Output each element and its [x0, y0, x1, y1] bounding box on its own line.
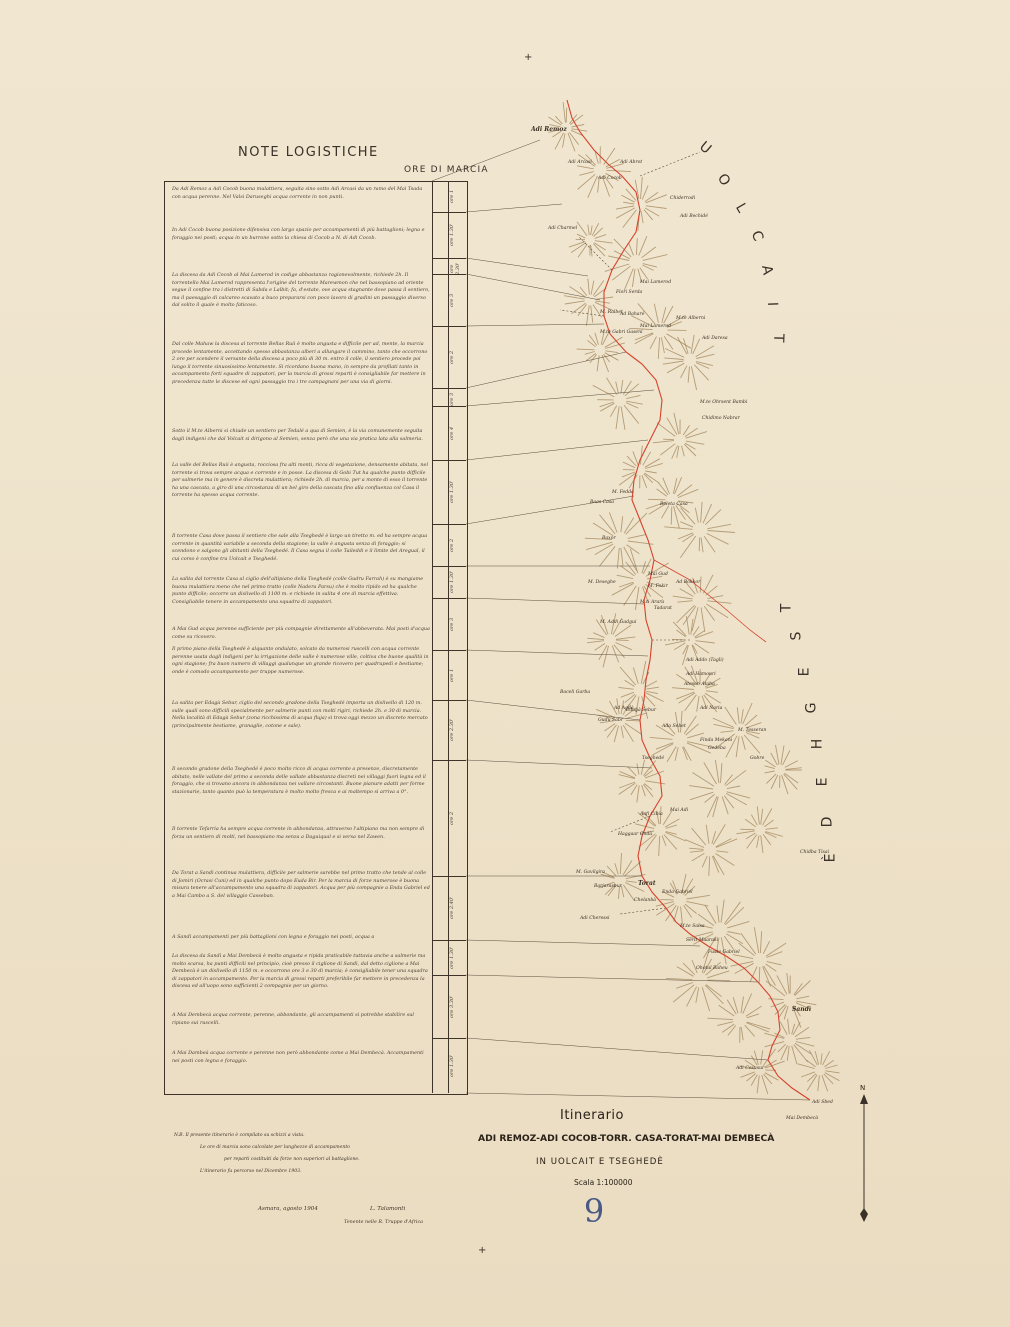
place-label[interactable]: Adi Cheressi — [580, 916, 610, 921]
notes-paragraph: La salita dal torrente Casa al ciglio dell'altipiano della Tseghedé (colle Gudru Farrah) è su mangiame buona mulattiera meno che nel primo tratto (colle Nadera Parsu) che è molto ripido ed ha qualche punto difficile; occorre un dislivello di 1100 m. e richiede in salita 4 ore di marcia effettiva. Consigliabile tenere in accampamento una squadra di zappatori. — [172, 576, 424, 605]
terrain-cluster — [653, 413, 707, 459]
place-label[interactable]: M.ti Ararà — [640, 600, 665, 605]
sheet-number: 9 — [583, 1192, 605, 1230]
time-row-separator — [432, 406, 466, 407]
marching-time-cell: ore 1.30' — [449, 223, 455, 247]
itinerary-title: Itinerario — [560, 1108, 625, 1123]
notes-paragraph: Da Adi Remoz a Adi Cocob buona mulattiera, seguita sino sotto Adi Arcasi da un ramo del Mai Tsada con acqua perenne. Nel Valsi Daruseghi acqua corrente in non punti. — [172, 186, 423, 200]
place-label[interactable]: Chelanbà — [634, 898, 657, 903]
footnote-line-1: N.B. Il presente itinerario è compilato su schizzi a vista. — [174, 1133, 305, 1138]
marching-time-cell: ore 2 — [449, 350, 455, 364]
terrain-cluster — [707, 994, 770, 1043]
terrain-cluster — [650, 711, 714, 762]
marching-time-cell: ore 1 — [449, 189, 455, 204]
map-scale: Scala 1:100000 — [574, 1178, 633, 1187]
place-label[interactable]: Edagà Sebur — [626, 708, 657, 713]
north-arrow-head — [860, 1094, 868, 1104]
place-label[interactable]: Aafi Cibia — [640, 812, 663, 817]
marching-time-cell: ore 2 — [449, 811, 455, 825]
terrain-cluster — [577, 330, 625, 372]
region-letter: E — [814, 777, 831, 787]
marching-time-cell: ore 3.30' — [449, 995, 455, 1018]
place-label[interactable]: Adi Hamouri — [686, 672, 716, 677]
time-row-separator — [432, 760, 466, 761]
place-label[interactable]: Fiori Serda — [616, 290, 643, 295]
place-label[interactable]: M.te Ohrsent Bambi — [700, 400, 748, 405]
place-date: Asmara, agosto 1904 — [258, 1206, 318, 1212]
marching-time-cell: ore 2.30' — [449, 262, 461, 276]
place-label[interactable]: M.te Alberni — [676, 316, 706, 321]
terrain-cluster — [593, 378, 643, 430]
notes-title: NOTE LOGISTICHE — [238, 145, 379, 160]
time-row-separator — [432, 212, 466, 213]
time-row-separator — [432, 524, 466, 525]
time-row-separator — [432, 650, 466, 651]
time-row-separator — [432, 326, 466, 327]
place-label[interactable]: Mai Lamerod — [640, 324, 672, 329]
time-row-separator — [432, 274, 466, 275]
time-row-separator — [432, 1038, 466, 1039]
north-arrow-tail — [860, 1208, 868, 1222]
place-label[interactable]: Adi Remoz — [531, 126, 567, 133]
registration-cross-bottom: + — [478, 1245, 487, 1256]
time-row-separator — [432, 700, 466, 701]
terrain-cluster — [666, 953, 730, 1012]
place-label[interactable]: Haggaar Ondà — [618, 832, 653, 837]
notes-paragraph: Il torrente Tefarria ha sempre acqua corrente in abbondanza, attraverso l'altipiano ma non sempre di forza un sentiero di molti, nel bassopiano ma senza a Daguiqual e si versa nel Zawen. — [172, 826, 425, 840]
notes-paragraph: La discesa da Adi Cocob al Mai Lamerod in codige abbastanza ragionevolmente, richiede 2h. Il torrentello Mai Lamerod rappresenta l'origine del torrente Marewmon che nel bassopiano ad oriente segue il confine tra i distretti di Sabda e Lalbit; fa, d'estate, ove acqua stagnante dove passa il sentiero, ma il paesaggio di calcareo scavato a buco prepararsi con poco lavoro di gradini un passaggio diverso dal solito il quale è molto faticoso. — [172, 272, 430, 309]
leader-line — [466, 352, 626, 388]
place-label[interactable]: Fuste Gabriel — [708, 950, 740, 955]
place-label[interactable]: Ad Bokkor — [676, 580, 701, 585]
region-letter: T — [770, 333, 787, 343]
notes-paragraph: La valle del Bellas Ruii è angusta, rocciosa fra alti monti, ricca di vegetazione, densamente abitata, nel torrente si trova sempre acqua e corrente e in posse. La discesa di Gobi Tut ha qualche punto difficile per salmerie ma in genere è discreta mulattiera; richiede 2h. di marcia, per a monte di esso il torrente ha una cascata, a giro di una circostanza di un bel giro della cascata fino alla confluenza col Casa il torrente ha spesso acqua corrente. — [172, 462, 429, 499]
leader-line — [466, 598, 644, 604]
leader-line — [466, 258, 588, 276]
time-row-separator — [432, 940, 466, 941]
north-label: N — [860, 1084, 866, 1092]
marching-time-cell: ore 3 — [449, 617, 455, 631]
itinerary-route: ADI REMOZ-ADI COCOB-TORR. CASA-TORAT-MAI DEMBECÀ — [478, 1133, 775, 1144]
signature-rank: Tenente nelle R. Truppe d'Africa — [344, 1220, 424, 1225]
place-label[interactable]: Finda Mekani — [700, 738, 733, 743]
footnote-line-4: L'itinerario fu percorso nel Dicembre 1903. — [200, 1169, 302, 1174]
leader-line — [466, 324, 604, 326]
region-letter: H — [809, 738, 826, 750]
place-label[interactable]: Mai Dembecà — [786, 1116, 819, 1121]
place-label[interactable]: M. Deseghe — [588, 580, 616, 585]
notes-paragraph: A Mai Gud acqua perenne sufficiente per più compagnie direttamente all'abbeverata. Mai posti d'acqua come su ricovero. — [172, 626, 430, 640]
time-row-separator — [432, 566, 466, 567]
leader-line — [466, 390, 654, 406]
place-label[interactable]: Adi Cocob — [598, 176, 622, 181]
region-letter: E — [796, 667, 813, 677]
terrain-cluster — [577, 146, 631, 197]
terrain-cluster — [616, 177, 667, 231]
terrain-cluster — [685, 824, 737, 876]
place-label[interactable]: Adi Abrot — [620, 160, 643, 165]
leader-line — [466, 940, 700, 946]
terrain-cluster — [765, 745, 802, 794]
place-label[interactable]: Enda Gabriel — [662, 890, 693, 895]
place-label[interactable]: Adi Bechidé — [680, 214, 708, 219]
registration-cross-top: + — [524, 52, 533, 63]
region-letter: L — [732, 200, 750, 216]
place-label[interactable]: M. Fokir — [648, 584, 668, 589]
place-label[interactable]: Adi Cesusur — [736, 1066, 765, 1071]
place-label[interactable]: Adi Addo (Taglì) — [686, 658, 724, 663]
place-label[interactable]: Torat — [638, 880, 656, 887]
notes-paragraph: A Sandì accampamenti per più battaglioni con legna e foraggio nei posti, acqua a — [172, 934, 375, 940]
place-label[interactable]: Ateson Ataba — [684, 682, 715, 687]
notes-paragraph: Sotto il M.te Alberni si chiude un sentiero per Tedalé a qua di Semien, è la via comunemente seguita dagli indigeni che dal Volcait si dirigono al Semien, senza però che una via pratica lata alla salmeria. — [172, 428, 423, 442]
marching-time-cell: ore 1 — [449, 668, 455, 682]
place-label[interactable]: Mai Gud — [648, 572, 668, 577]
place-label[interactable]: Sandì — [792, 1006, 812, 1013]
marching-time-cell: ore 3 — [449, 293, 455, 307]
marching-time-cell: ore 1.30' — [449, 946, 455, 969]
place-label[interactable]: M.te Gabri Gaseni — [600, 330, 643, 335]
place-label[interactable]: Adi Sbed — [812, 1100, 833, 1105]
notes-paragraph: Dal colle Mahaw la discesa al torrente Bellas Ruii è molto angusta e difficile per ad, mente, la marcia procede lentamente, accettando spesso abbastanza alberi a allungare il cammino, tanto che occorrono 2 ore per scendere il versante della discesa a poco più di 30 m. entro il colle, il sentiero procede poi lungo il torrente sinuosissimo lentamente. Si ricordano buona mano, in sempre da profilati tanto in accampamento forti squadre di zappatori, per la marcia di grossi reparti è consigliabile far mettere in precedenza tutte le discese ed ogni passaggio tra i tre campagnani per una via di giorni. — [172, 341, 428, 385]
notes-paragraph: Il secondo gradone della Tseghedé è poco molto ricco di acqua corrente a presenze, discretamente abitato, nelle vallate del primo a seconda delle vallate abbastanza discreti nei villaggi fuori legna ed il foraggio, che si trovano ancora in abbondanza nei vallare circostanti. Buone pianure adatti per forme stazionarie, tanto quanto può la temperatura è molto molto fresca e ai maltempo si arriva a 0°. — [172, 766, 426, 795]
terrain-cluster — [619, 446, 663, 489]
place-label[interactable]: Tadarat — [654, 606, 672, 611]
place-label[interactable]: Adi Arcasi — [568, 160, 592, 165]
place-label[interactable]: Tseghedé — [642, 756, 665, 761]
terrain-cluster — [766, 973, 816, 1028]
route-line — [567, 100, 813, 1100]
place-label[interactable]: Adi Naria — [700, 706, 723, 711]
place-label[interactable]: Adi Daresa — [702, 336, 728, 341]
place-label[interactable]: Chidba Tisai — [800, 850, 830, 855]
notes-paragraph: Da Torat a Sandì continua mulattiera, difficile per salmerie sarebbe nel primo tratto che tende al colle di Jomiri (Ocrasi Cuni) ed in qualche punto dopo Euda Bir. Per la marcia di forze numerose è buona misura tenere all'accampamento una squadra di zappatori. Acqua per più compagnie a Enda Gabriel ed a Mai Cambo a S. del villaggio Casseban. — [172, 870, 430, 899]
time-row-separator — [432, 258, 466, 259]
leader-line — [466, 274, 600, 300]
terrain-cluster — [798, 1050, 840, 1091]
place-label[interactable]: Ada Sebet — [662, 724, 686, 729]
time-row-separator — [432, 876, 466, 877]
region-letter: U — [696, 138, 715, 158]
place-label[interactable]: M. Fedda — [612, 490, 634, 495]
terrain-cluster — [689, 760, 750, 817]
region-letter: G — [803, 702, 820, 714]
time-row-separator — [432, 460, 466, 461]
marching-time-cell: ore 1.30' — [449, 570, 455, 594]
marching-time-cell: ore 4 — [449, 426, 455, 440]
region-letter: S — [788, 631, 805, 641]
place-label[interactable]: M. Tesseran — [738, 728, 767, 733]
marching-time-cell: ore 1.30' — [449, 1054, 455, 1077]
place-label[interactable]: Serit Maaraki — [686, 938, 719, 943]
footnote-line-2: Le ore di marcia sono calcolate per lunghezze di accampamento — [200, 1145, 350, 1150]
marching-time-cell: ore 2.40' — [449, 896, 455, 920]
terrain-cluster — [740, 1049, 785, 1094]
region-letter: È — [822, 853, 839, 863]
place-label[interactable]: Mai Lamerod — [640, 280, 672, 285]
place-label[interactable]: Chiderrodi — [670, 196, 696, 201]
place-label[interactable]: M. Addi Gadgui — [600, 620, 637, 625]
place-label[interactable]: Beleta Casa — [660, 502, 688, 507]
region-letter: C — [747, 228, 767, 244]
notes-paragraph: In Adi Cocob buona posizione difensiva con largo spazio per accampamenti di più battaglioni; legna e foraggio nei posti; acqua in un burrone sotto la chiesa di Cocob a N. di Adi Cocob. — [172, 227, 425, 241]
time-row-separator — [432, 598, 466, 599]
marching-time-cell: ore 2 — [449, 538, 455, 552]
signature: L. Talamonti — [370, 1206, 406, 1212]
region-letter: D — [819, 816, 836, 828]
ore-di-marcia-label: ORE DI MARCIA — [404, 165, 489, 175]
place-label[interactable]: Baxor — [602, 536, 616, 541]
place-label[interactable]: Ad Agdà — [614, 706, 634, 711]
place-label[interactable]: M. Ralbet — [600, 310, 623, 315]
place-label[interactable]: M. Gavilgira — [576, 870, 605, 875]
terrain-cluster — [619, 760, 665, 803]
region-letter: O — [713, 170, 734, 190]
time-row-separator — [432, 181, 466, 182]
place-label[interactable]: Gedeba — [708, 746, 726, 751]
leader-line — [466, 1038, 768, 1060]
notes-divider-1 — [432, 181, 433, 1093]
time-row-separator — [432, 975, 466, 976]
notes-paragraph: La salita per Edagà Sebur, ciglio del secondo gradone della Tseghedé importa un dislivello di 120 m. sulle quali sono difficili specialmente per salmerie punti con molti rigiri, richiede 2h. e 30 di marcia. Nella località di Edagà Sebur (zona ricchissima di acqua fluja) si trova oggi mezzo un discreto mercato (principalmente bestiame, granaglie, cotone e sale). — [172, 700, 428, 729]
place-label[interactable]: Baas Casa — [590, 500, 615, 505]
notes-paragraph: Il torrente Casa dove passa il sentiero che sale alla Tseghedé è largo un tiretto m. ed ha sempre acqua corrente in quantità variabile a seconda della stagione; la valle è angusta senza di foraggio; si scendono e salgono gli abitanti della Tseghedé. Il Casa segna il colle Taileddi e il limite del Aregual, il cui corso è confine tra Uolcait e Tseghedé. — [172, 533, 428, 562]
place-label[interactable]: Gobre — [750, 756, 765, 761]
place-label[interactable]: Barjarasbur — [594, 884, 622, 889]
footnote-line-3: per reparti costituiti da forze non superiori al battaglione. — [224, 1157, 360, 1162]
notes-paragraph: A Mai Dembecà acqua corrente, perenne, abbondante, gli accampamenti si potrebbe stabilire sul ripiano sui ruscelli. — [172, 1012, 414, 1026]
place-label[interactable]: Ohotal Baheu — [696, 966, 728, 971]
marching-time-cell: ore 1.30' — [449, 480, 455, 504]
region-letter: T — [778, 603, 795, 613]
place-label[interactable]: Gudu Sabr — [598, 718, 624, 723]
leader-line — [466, 760, 652, 768]
notes-paragraph: Il primo piano della Tseghedé è alquanto ondulato, solcato da numerosi ruscelli con acqua corrente perenne usata dagli indigeni per la irrigazione delle valle è numerose ville, coltiva che buone qualità in ogni stagione; fra buon numero di villaggi qualunque un grande ricovero per quadrupedi e bestiame; onde è comodo accampamento per truppe numerose. — [172, 646, 429, 675]
place-label[interactable]: Adi Charmel — [548, 226, 578, 231]
place-label[interactable]: Ad Baharé — [620, 312, 645, 317]
notes-paragraph: La discesa da Sandì a Mai Dembecà è molto angusta e ripida praticabile tuttavia anche a salmerie ma molto scarsa, ha punti difficili nel principio, cioè presso il ciglione di Sandì, dal detto ciglione a Mai Dembecà è un dislivello di 1150 m. e occorrono ore 3 e 30 di marcia; è consigliabile tener una squadra di zappatori in accampamento. Per la marcia di grossi reparti preferibile far mettere in precedenza la discesa ed all'uopo sono sufficienti 2 compagnie per un giorno. — [172, 953, 428, 990]
terrain-cluster — [736, 806, 782, 853]
terrain-cluster — [663, 335, 715, 390]
time-row-separator — [432, 388, 466, 389]
leader-line — [466, 204, 562, 212]
place-label[interactable]: M.te Salsa — [680, 924, 705, 929]
region-letter: I — [764, 301, 781, 307]
terrain-cluster — [764, 1019, 814, 1064]
marching-time-cell: ore 3 — [449, 392, 455, 406]
leader-line — [466, 1093, 810, 1100]
region-letter: A — [758, 263, 776, 277]
place-label[interactable]: Baceli Garba — [560, 690, 591, 695]
place-label[interactable]: Mai Adi — [670, 808, 689, 813]
marching-time-cell: ore 2.30' — [449, 718, 455, 742]
place-label[interactable]: Chidimo Nabrar — [702, 416, 740, 421]
itinerary-region: IN UOLCAIT E TSEGHEDÈ — [536, 1157, 664, 1167]
terrain-cluster — [585, 512, 653, 571]
terrain-hachures — [548, 102, 839, 1094]
notes-paragraph: A Mai Dambeà acqua corrente e perenne non però abbondante come a Mai Dembecà. Accampamenti nei posti con legna e foraggio. — [172, 1050, 424, 1064]
leader-line — [466, 440, 648, 460]
